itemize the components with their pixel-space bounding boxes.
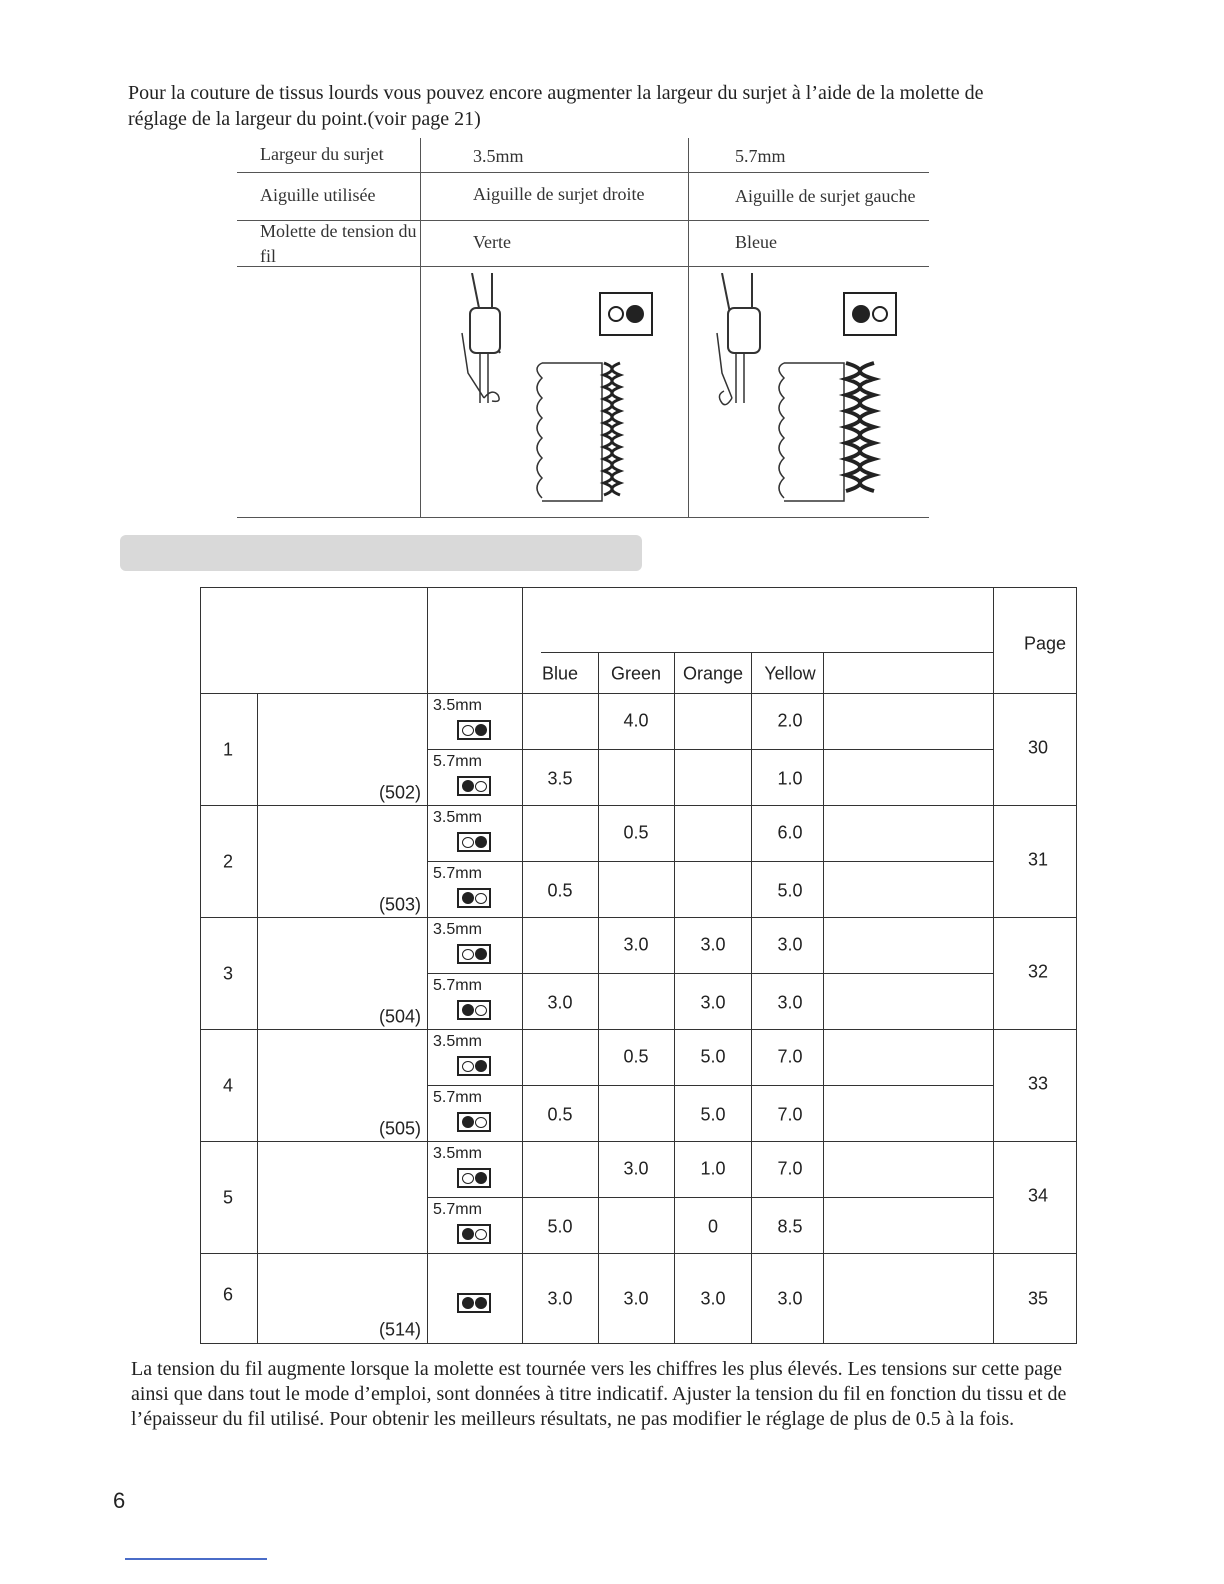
filled-dot-icon — [462, 1116, 474, 1128]
value-yellow: 1.0 — [777, 768, 803, 789]
table-rule — [200, 1141, 1077, 1142]
value-orange: 3.0 — [700, 934, 726, 955]
value-green: 3.0 — [623, 934, 649, 955]
value-orange: 3.0 — [700, 992, 726, 1013]
filled-dot-icon — [462, 1228, 474, 1240]
page-number: 6 — [113, 1488, 126, 1513]
value-blue: 3.0 — [547, 992, 573, 1013]
page-reference: 30 — [1027, 737, 1049, 758]
value-width-a: 3.5mm — [473, 146, 524, 166]
table-rule — [200, 805, 1077, 806]
filled-dot-icon — [475, 836, 487, 848]
table-rule — [751, 652, 752, 1344]
table-rule — [427, 973, 993, 974]
filled-dot-icon — [475, 1297, 487, 1309]
table-rule — [200, 1253, 1077, 1254]
row-number: 6 — [222, 1284, 234, 1305]
row-number: 3 — [222, 963, 234, 984]
empty-dot-icon — [462, 1173, 474, 1184]
table-rule — [427, 587, 428, 1344]
table-rule — [200, 1029, 1077, 1030]
value-orange: 1.0 — [700, 1158, 726, 1179]
row-number: 2 — [222, 851, 234, 872]
filled-dot-icon — [462, 780, 474, 792]
table-rule — [427, 749, 993, 750]
filled-dot-icon — [475, 724, 487, 736]
needle-width-b: 5.7mm — [433, 977, 482, 994]
needle-illustration-left — [702, 273, 942, 513]
value-dial-a: Verte — [473, 232, 511, 252]
value-orange: 5.0 — [700, 1104, 726, 1125]
row-number: 1 — [222, 739, 234, 760]
empty-dot-icon — [608, 306, 624, 322]
color-header-orange: Orange — [682, 663, 744, 684]
table-rule — [541, 652, 993, 653]
value-green: 0.5 — [623, 1046, 649, 1067]
needle-width-b: 5.7mm — [433, 1201, 482, 1218]
needle-width-a: 3.5mm — [433, 809, 482, 826]
empty-dot-icon — [462, 837, 474, 848]
page-reference: 35 — [1027, 1288, 1049, 1309]
color-header-yellow: Yellow — [764, 663, 816, 684]
page-reference: 32 — [1027, 961, 1049, 982]
overlock-width-table — [237, 138, 929, 518]
needle-width-a: 3.5mm — [433, 921, 482, 938]
table-border-left — [200, 587, 201, 1344]
needle-width-b: 5.7mm — [433, 753, 482, 770]
value-dial-b: Bleue — [735, 232, 777, 252]
table-rule — [522, 587, 523, 1344]
page-reference: 33 — [1027, 1073, 1049, 1094]
filled-dot-icon — [475, 1060, 487, 1072]
dial-mini-indicator — [457, 720, 491, 740]
color-header-green: Green — [610, 663, 662, 684]
dial-mini-indicator — [457, 888, 491, 908]
filled-dot-icon — [626, 305, 644, 323]
value-yellow: 7.0 — [777, 1158, 803, 1179]
empty-dot-icon — [872, 306, 888, 322]
dial-mini-indicator — [457, 1224, 491, 1244]
dial-mini-indicator — [457, 1112, 491, 1132]
value-yellow: 3.0 — [777, 934, 803, 955]
value-width-b: 5.7mm — [735, 146, 786, 166]
table-rule — [200, 917, 1077, 918]
value-yellow: 2.0 — [777, 710, 803, 731]
needle-width-a: 3.5mm — [433, 1145, 482, 1162]
page-column-header: Page — [1023, 633, 1067, 654]
stitch-code: (504) — [378, 1006, 422, 1027]
footer-paragraph: La tension du fil augmente lorsque la molette est tournée vers les chiffres les plus élevés. Les tensions sur cette page ainsi que dans tout le mode d’emploi, sont données à titre indicatif. Ajuster la tension du fil en fonction du tissu et de l’épaisseur du fil utilisé. Pour obtenir les meilleurs résultats, ne pas modifier le réglage de plus de 0.5 à la fois. — [131, 1358, 1067, 1430]
table-rule — [993, 587, 994, 1344]
dial-mini-indicator — [457, 832, 491, 852]
table-rule — [257, 693, 258, 1344]
filled-dot-icon — [462, 892, 474, 904]
empty-dot-icon — [475, 1229, 487, 1240]
value-orange: 5.0 — [700, 1046, 726, 1067]
empty-dot-icon — [475, 1005, 487, 1016]
empty-dot-icon — [475, 893, 487, 904]
value-orange: 3.0 — [700, 1288, 726, 1309]
table-rule — [674, 652, 675, 1344]
label-overlock-width: Largeur du surjet — [260, 144, 384, 164]
needle-width-b: 5.7mm — [433, 1089, 482, 1106]
needle-width-a: 3.5mm — [433, 1033, 482, 1050]
value-green: 0.5 — [623, 822, 649, 843]
empty-dot-icon — [462, 949, 474, 960]
empty-dot-icon — [475, 1117, 487, 1128]
footer-rule — [125, 1558, 267, 1560]
filled-dot-icon — [462, 1297, 474, 1309]
value-blue: 3.5 — [547, 768, 573, 789]
value-needle-a: Aiguille de surjet droite — [473, 184, 645, 204]
dial-mini-indicator — [457, 1168, 491, 1188]
value-green: 3.0 — [623, 1158, 649, 1179]
table-rule — [598, 652, 599, 1344]
thread-tension-table — [200, 587, 1077, 1344]
value-yellow: 6.0 — [777, 822, 803, 843]
dial-mini-indicator — [457, 776, 491, 796]
value-yellow: 7.0 — [777, 1046, 803, 1067]
empty-dot-icon — [462, 725, 474, 736]
needle-width-a: 3.5mm — [433, 697, 482, 714]
table-rule — [427, 861, 993, 862]
table-rule — [823, 652, 824, 1344]
value-blue: 0.5 — [547, 1104, 573, 1125]
empty-dot-icon — [462, 1061, 474, 1072]
label-needle: Aiguille utilisée — [260, 185, 376, 205]
row-number: 4 — [222, 1075, 234, 1096]
value-yellow: 3.0 — [777, 992, 803, 1013]
page-reference: 34 — [1027, 1185, 1049, 1206]
color-header-blue: Blue — [541, 663, 579, 684]
value-green: 4.0 — [623, 710, 649, 731]
dial-mini-indicator — [457, 1293, 491, 1313]
stitch-code: (502) — [378, 782, 422, 803]
value-green: 3.0 — [623, 1288, 649, 1309]
table-rule — [427, 1197, 993, 1198]
dial-mini-indicator — [457, 944, 491, 964]
stitch-code: (514) — [378, 1319, 422, 1340]
value-needle-b: Aiguille de surjet gauche — [735, 186, 916, 206]
dial-mini-indicator — [457, 1056, 491, 1076]
value-yellow: 5.0 — [777, 880, 803, 901]
section-header-bar — [120, 535, 642, 571]
filled-dot-icon — [852, 305, 870, 323]
value-blue: 3.0 — [547, 1288, 573, 1309]
value-blue: 0.5 — [547, 880, 573, 901]
value-yellow: 8.5 — [777, 1216, 803, 1237]
label-tension-dial: Molette de tension du fil — [260, 221, 417, 266]
needle-width-b: 5.7mm — [433, 865, 482, 882]
filled-dot-icon — [475, 1172, 487, 1184]
table-rule — [427, 1085, 993, 1086]
filled-dot-icon — [475, 948, 487, 960]
dial-mini-indicator — [457, 1000, 491, 1020]
dial-indicator-green — [599, 292, 653, 336]
value-blue: 5.0 — [547, 1216, 573, 1237]
table-border-right — [1076, 587, 1077, 1344]
table-rule — [200, 693, 1077, 694]
intro-paragraph: Pour la couture de tissus lourds vous pouvez encore augmenter la largeur du surjet à l’aide de la molette de réglage de la largeur du point.(voir page 21) — [128, 82, 984, 130]
empty-dot-icon — [475, 781, 487, 792]
page-reference: 31 — [1027, 849, 1049, 870]
dial-indicator-blue — [843, 292, 897, 336]
value-yellow: 3.0 — [777, 1288, 803, 1309]
table-border-top — [200, 587, 1077, 588]
value-orange: 0 — [707, 1216, 719, 1237]
table-border-bottom — [200, 1343, 1077, 1344]
stitch-code: (503) — [378, 894, 422, 915]
stitch-code: (505) — [378, 1118, 422, 1139]
filled-dot-icon — [462, 1004, 474, 1016]
row-number: 5 — [222, 1187, 234, 1208]
value-yellow: 7.0 — [777, 1104, 803, 1125]
